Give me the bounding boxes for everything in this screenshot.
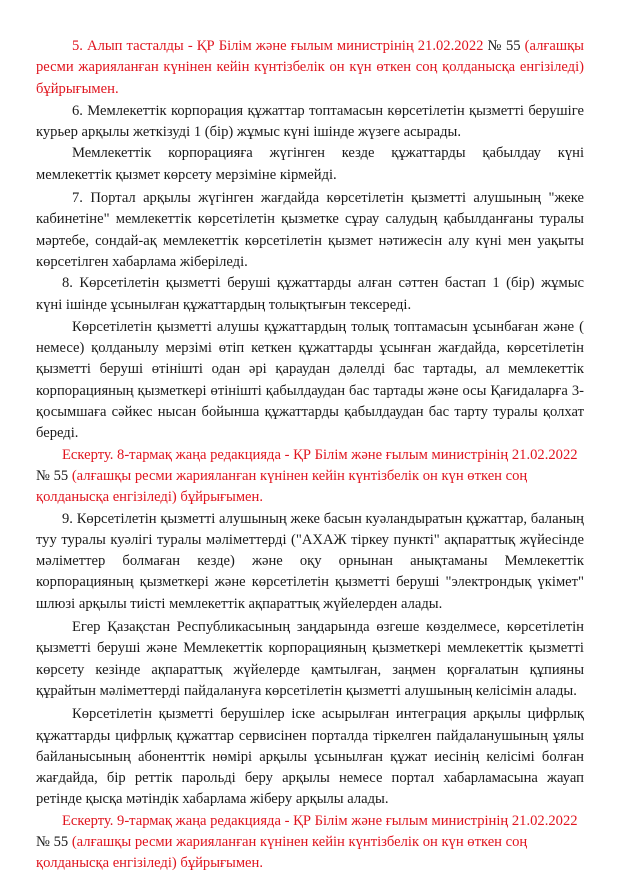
paragraph-8-continuation: Көрсетілетін қызметті алушы құжаттардың толық топтамасын ұсынбаған және ( немесе) қолданылу мерзімі өтіп кеткен құжаттарды ұсынған жағдайда, көрсетілетін қызметті беруші өтінішті одан әрі қараудан дәлелді бас тартады, ал мемлекеттік корпорацияның қызметкері өтінішті қабылдаудан бас тартады және осы Қағидаларға 3-қосымшаға сәйкес нысан бойынша құжаттарды қабылдаудан бас тарту туралы қолхат береді. [36,318,584,442]
amendment-text: 5. Алып тасталды - ҚР Білім және ғылым министрінің 21.02.2022 [72,38,488,54]
paragraph-6: 6. Мемлекеттік корпорация құжаттар топтамасын көрсетілетін қызметті берушіге курьер арқылы жеткізуді 1 (бір) жұмыс күні ішінде жүзеге асырады. [36,102,584,141]
paragraph-5-amendment [36,36,584,100]
paragraph-6-continuation: Мемлекеттік корпорацияға жүгінген кезде құжаттарды қабылдау күні мемлекеттік қызмет көрсету мерзіміне кірмейді. [36,145,584,183]
paragraph-7: 7. Портал арқылы жүгінген жағдайда көрсетілетін қызметті алушының "жеке кабинетіне" мемлекеттік көрсетілетін қызметке сұрау салудың қабылданғаны туралы мәртебе, сондай-ақ мемлекеттік көрсетілетін қызмет нәтижесін алу күні мен уақыты көрсетілген хабарлама жіберіледі. [36,190,584,270]
paragraph-8: 8. Көрсетілетін қызметті беруші құжаттарды алған сәттен бастап 1 (бір) жұмыс күні ішінде ұсынылған құжаттардың толықтығын тексереді. [36,275,584,313]
note-text: Ескерту. 8-тармақ жаңа редакцияда - ҚР Білім және ғылым министрінің 21.02.2022 [62,446,578,463]
order-number: № 55 [487,38,521,54]
paragraph-9-digital-documents: Көрсетілетін қызметті берушілер іске асырылған интеграция арқылы цифрлық құжаттарды цифрлық құжаттар сервисінен порталда тіркелген пайдаланушының ұялы байланысының абоненттік нөмірі арқылы ұсынылған құжат иесінің келісімі болған жағдайда, бір реттік парольді беру арқылы немесе портал хабарламасына жауап ретінде қысқа мәтіндік хабарлама жіберу арқылы алады. [36,706,584,808]
note-text: (алғашқы ресми жарияланған күнінен кейін күнтізбелік он күн өткен соң қолданысқа енгізіледі) бұйрығымен. [36,467,528,506]
order-number: № 55 [36,467,69,484]
paragraph-9-amendment-note [36,811,584,875]
amendment-text: (алғашқы ресми жарияланған күнінен кейін күнтізбелік он күн өткен соң қолданысқа енгізіледі) бұйрығымен. [36,38,584,97]
paragraph-8-amendment-note [36,445,584,509]
paragraph-9-continuation: Егер Қазақстан Республикасының заңдарында өзгеше көзделмесе, көрсетілетін қызметті беруші және Мемлекеттік корпорацияның қызметкері мемлекеттік қызметті көрсету кезінде ақпараттық жүйелерде қамтылған, заңмен қорғалатын құпияны құрайтын мәліметтерді пайдалануға көрсетілетін қызметті алушының келісімін алады. [36,619,584,699]
document-page [36,36,584,875]
order-number: № 55 [36,833,69,850]
note-text: Ескерту. 9-тармақ жаңа редакцияда - ҚР Білім және ғылым министрінің 21.02.2022 [62,812,578,829]
note-text: (алғашқы ресми жарияланған күнінен кейін күнтізбелік он күн өткен соң қолданысқа енгізіледі) бұйрығымен. [36,833,528,872]
paragraph-9: 9. Көрсетілетін қызметті алушының жеке басын куәландыратын құжаттар, баланың туу туралы куәлігі туралы мәліметтерді ("АХАЖ тіркеу пункті" ақпараттық жүйесінде мәліметтер болмаған кезде) және оқу орнынан анықтаманы Мемлекеттік корпорацияның қызметкері және көрсетілетін қызметті беруші "электрондық үкімет" шлюзі арқылы тиісті мемлекеттік ақпараттық жүйелерден алады. [36,510,584,612]
